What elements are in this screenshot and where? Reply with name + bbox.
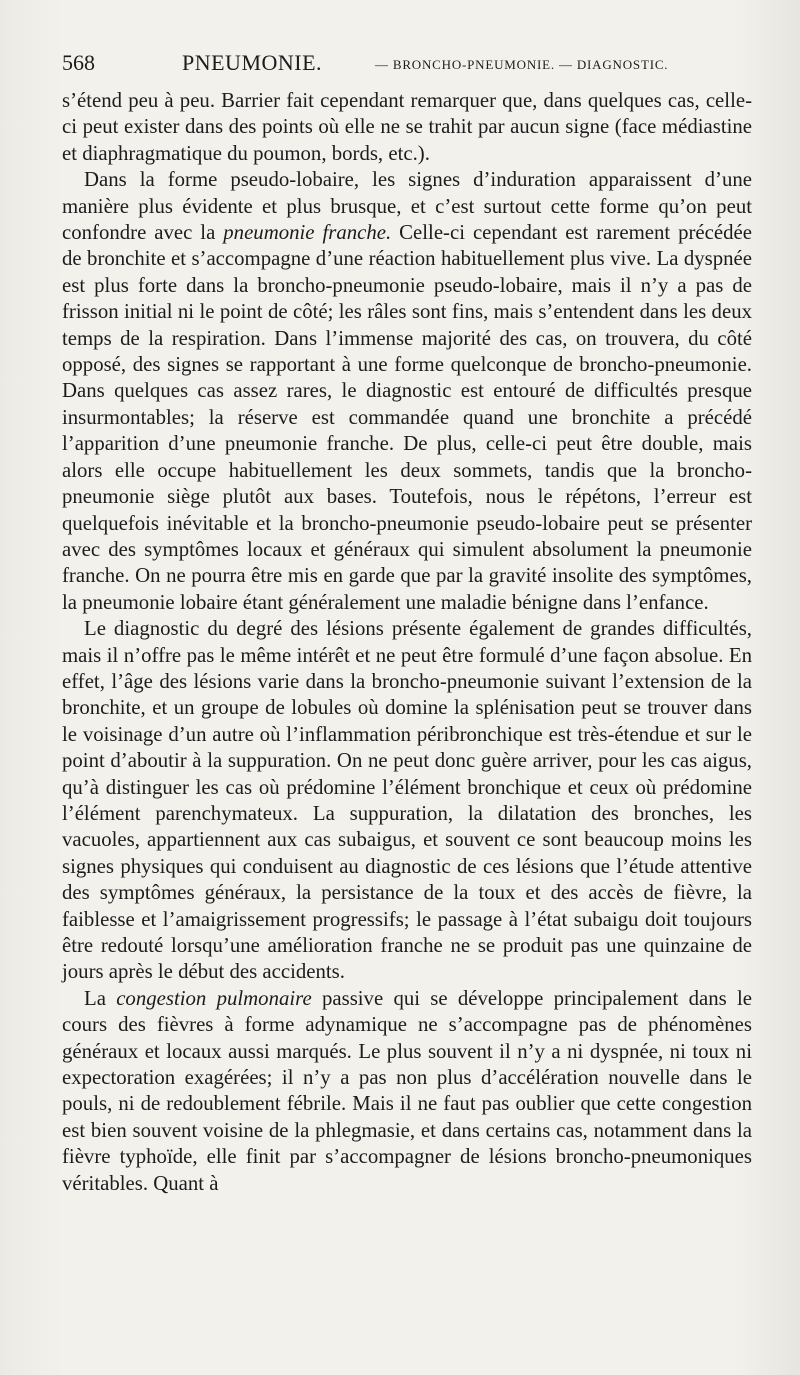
paragraph-4-rest: passive qui se développe principalement dans le cours des fièvres à forme adynamique ne s’accompagne pas de phénomènes généraux et locaux aussi marqués. Le plus souvent il n’y a ni dyspnée, ni toux ni expectoration exagérées; il n’y a pas non plus d’accélération nouvelle dans le pouls, ni de redoublement fébrile. Mais il ne faut pas oublier que cette congestion est bien souvent voisine de la phlegmasie, et dans certains cas, notamment dans la fièvre typhoïde, elle finit par s’accompagner de lésions broncho-pneumoniques véritables. Quant à xyxy=(62,986,753,1195)
header-subtitle: — BRONCHO-PNEUMONIE. — DIAGNOSTIC. xyxy=(375,57,669,72)
paragraph-2-rest: Celle-ci cependant est rarement précédée de bronchite et s’accompagne d’une réaction habituellement plus vive. La dyspnée est plus forte dans la broncho-pneumonie pseudo-lobaire, mais il n’y a pas de frisson initial ni le point de côté; les râles sont fins, mais s’entendent dans les deux temps de la respiration. Dans l’immense majorité des cas, on trouvera, du côté opposé, des signes se rapportant à une forme quelconque de broncho-pneumonie. Dans quelques cas assez rares, le diagnostic est entouré de difficultés presque insurmontables; la réserve est commandée quand une bronchite a précédé l’apparition d’une pneumonie franche. De plus, celle-ci peut être double, mais alors elle occupe habituellement les deux sommets, tandis que la broncho-pneumonie siège plutôt aux bases. Toutefois, nous le répétons, l’erreur est quelquefois inévitable et la broncho-pneumonie pseudo-lobaire peut se présenter avec des symptômes locaux et généraux qui simulent absolument la pneumonie franche. On ne pourra être mis en garde que par la gravité insolite des symptômes, la pneumonie lobaire étant généralement une maladie bénigne dans l’enfance. xyxy=(62,221,752,614)
italic-term: pneumonie franche. xyxy=(223,221,392,245)
running-header xyxy=(62,50,752,84)
paragraph-3: Le diagnostic du degré des lésions présente également de grandes difficultés, mais il n’offre pas le même intérêt et ne peut être formulé d’une façon absolue. En effet, l’âge des lésions varie dans la broncho-pneumonie suivant l’extension de la bronchite, et un groupe de lobules où domine la splénisation peut se trouver dans le voisinage d’un autre où l’inflammation péribronchique est très-étendue et sur le point d’aboutir à la suppuration. On ne peut donc guère arriver, pour les cas aigus, qu’à distinguer les cas où prédomine l’élément bronchique et ceux où prédomine l’élément parenchymateux. La suppuration, la dilatation des bronches, les vacuoles, appartiennent aux cas subaigus, et souvent ce sont beaucoup moins les signes physiques qui conduisent au diagnostic de ces lésions que l’étude attentive des symptômes généraux, la persistance de la toux et des accès de fièvre, la faiblesse et l’amaigrissement progressifs; le passage à l’état subaigu doit toujours être redouté lorsqu’une amélioration franche ne se produit pas une quinzaine de jours après le début des accidents. xyxy=(62,617,752,984)
paragraph-2-start: Dans la forme pseudo-lobaire, les signes d’induration apparaissent d’une manière plus évidente et plus brusque, et c’est surtout cette forme qu’on peut confondre avec la xyxy=(62,168,752,245)
paragraph-2 xyxy=(62,167,752,616)
header-title: PNEUMONIE. xyxy=(182,50,323,75)
italic-term: congestion pulmonaire xyxy=(116,986,312,1010)
paragraph-4-start: La xyxy=(84,986,117,1010)
page-number: 568 xyxy=(62,50,95,75)
paragraph-1: s’étend peu à peu. Barrier fait cependant remarquer que, dans quelques cas, celle-ci peut exister dans des points où elle ne se trahit par aucun signe (face médiastine et diaphragmatique du poumon, bords, etc.). xyxy=(62,89,752,165)
paragraph-4 xyxy=(62,986,752,1197)
body-text xyxy=(62,88,752,1197)
